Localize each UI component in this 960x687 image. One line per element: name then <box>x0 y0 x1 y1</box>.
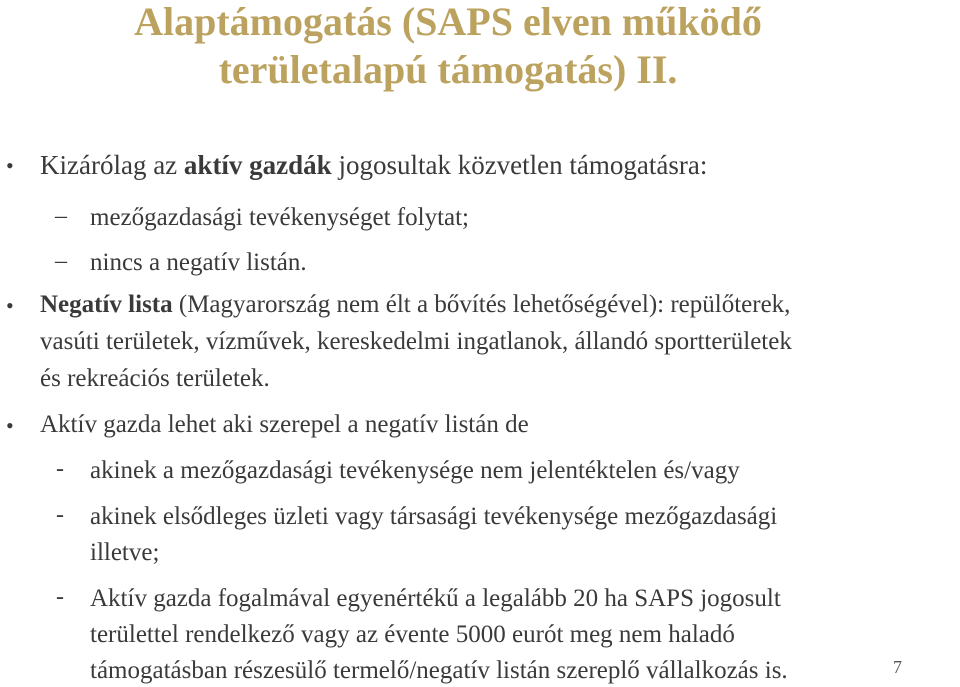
bullet-2-bold: Negatív lista <box>40 291 173 318</box>
dash-marker: – <box>55 203 67 229</box>
slide-title-line-2: területalapú támogatás) II. <box>218 47 678 92</box>
bullet-2-line-1-rest: (Magyarország nem élt a bővítés lehetőségével): repülőterek, <box>172 291 791 318</box>
hyphen-marker: - <box>56 456 64 482</box>
bullet-1-sub-1: mezőgazdasági tevékenységet folytat; <box>90 204 470 231</box>
bullet-3-item-1-line-1: akinek a mezőgazdasági tevékenysége nem jelentéktelen és/vagy <box>90 457 740 484</box>
hyphen-marker: - <box>56 502 64 528</box>
bullet-1-sub-2: nincs a negatív listán. <box>90 249 307 276</box>
bullet-dot: • <box>6 293 14 318</box>
bullet-3-item-2-line-1: akinek elsődleges üzleti vagy társasági tevékenysége mezőgazdasági <box>90 503 778 530</box>
bullet-3-item-2-line-2: illetve; <box>90 539 160 566</box>
bullet-3-item-3-line-1: Aktív gazda fogalmával egyenértékű a legalább 20 ha SAPS jogosult <box>90 585 781 612</box>
bullet-1-text <box>40 150 707 180</box>
bullet-dot: • <box>6 413 14 438</box>
bullet-1-bold: aktív gazdák <box>183 150 332 180</box>
bullet-3-text: Aktív gazda lehet aki szerepel a negatív listán de <box>40 411 529 438</box>
bullet-3-item-3-line-2: területtel rendelkező vagy az évente 5000 eurót meg nem haladó <box>90 621 735 648</box>
page-number: 7 <box>893 657 902 677</box>
bullet-1-prefix: Kizárólag az <box>40 150 184 180</box>
bullet-3-item-3-line-3: támogatásban részesülő termelő/negatív listán szereplő vállalkozás is. <box>90 657 788 684</box>
dash-marker: – <box>55 248 67 274</box>
bullet-1-suffix: jogosultak közvetlen támogatásra: <box>331 150 708 180</box>
bullet-2-line-1 <box>40 290 790 320</box>
bullet-dot: • <box>6 153 14 178</box>
bullet-2-line-3: és rekreációs területek. <box>40 365 270 392</box>
slide-title-line-1: Alaptámogatás (SAPS elven működő <box>134 0 762 44</box>
bullet-2-line-2: vasúti területek, vízművek, kereskedelmi ingatlanok, állandó sportterületek <box>40 328 792 355</box>
hyphen-marker: - <box>56 584 64 610</box>
